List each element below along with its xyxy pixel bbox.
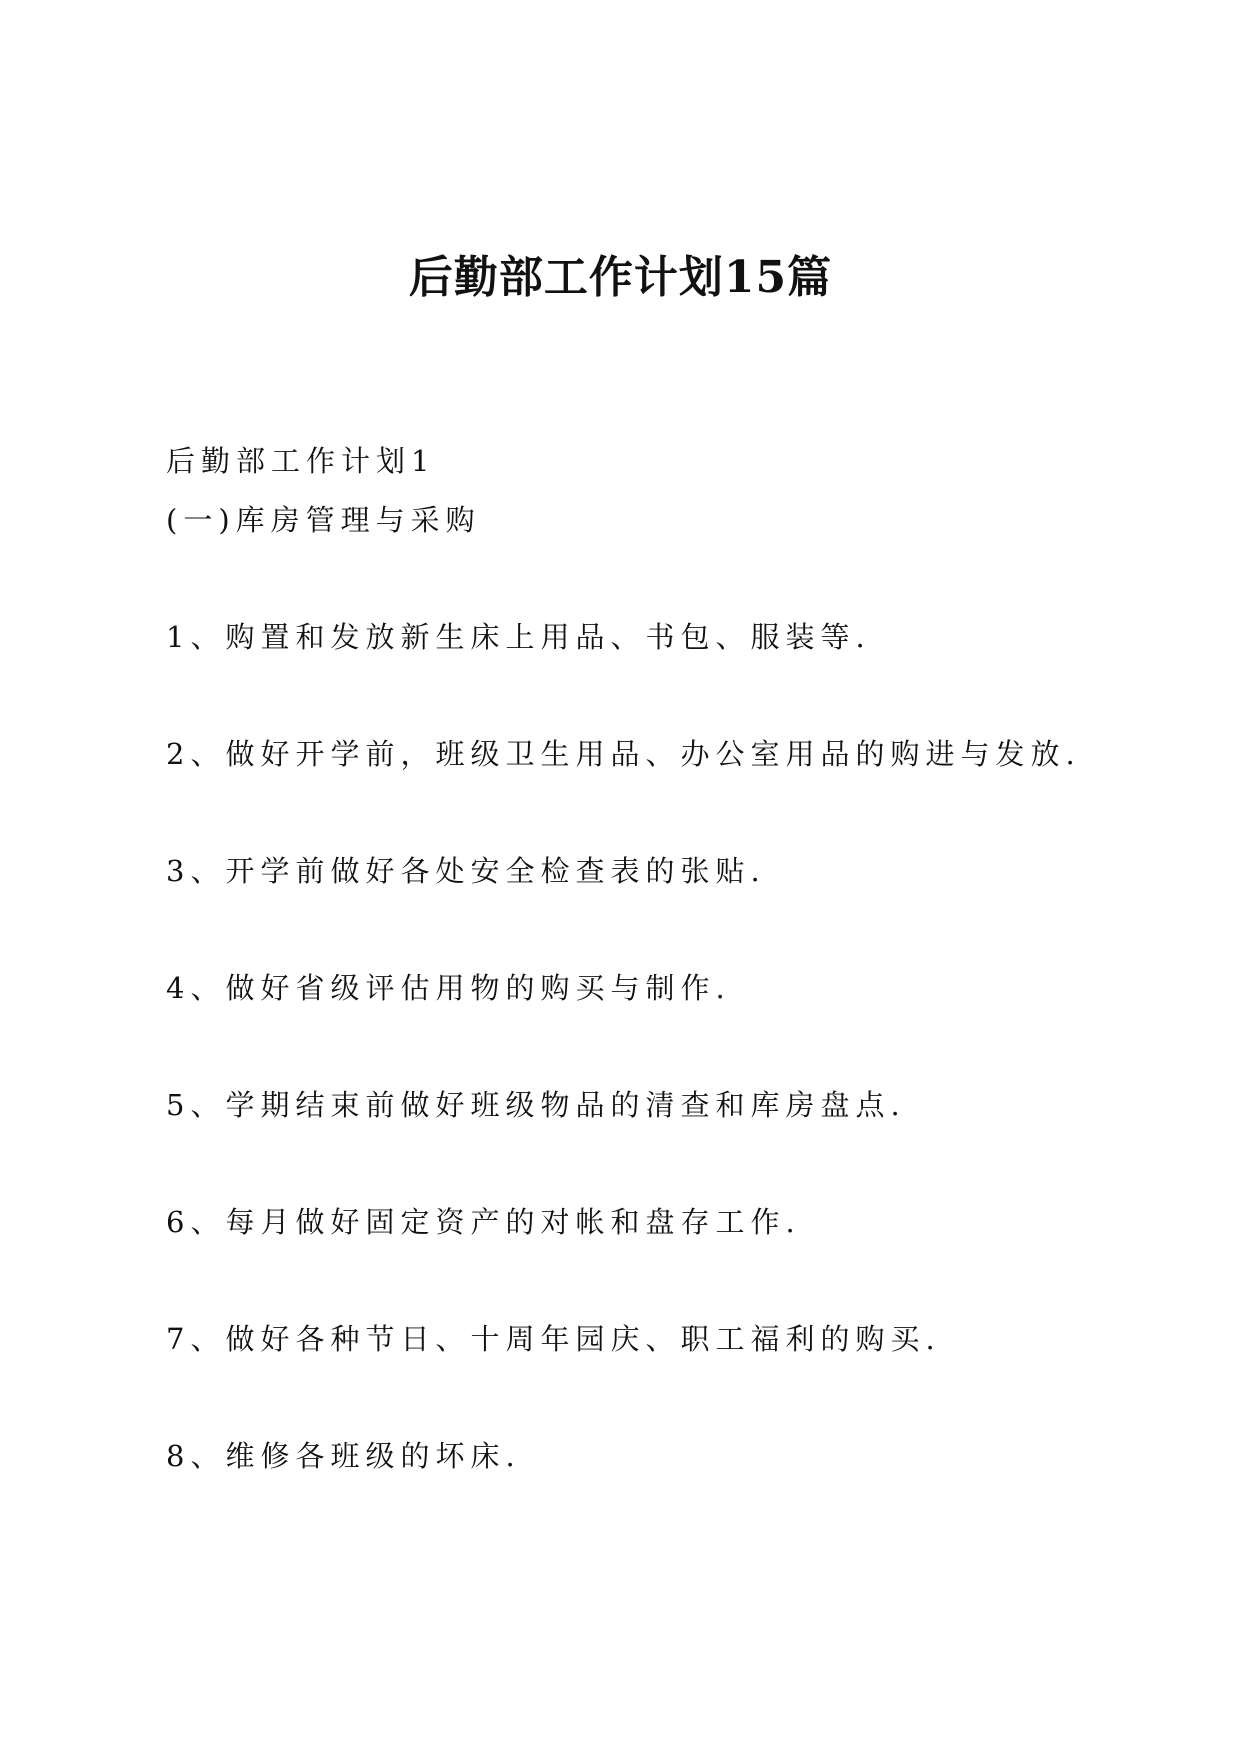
list-item: 1、购置和发放新生床上用品、书包、服装等.	[166, 620, 871, 654]
list-item: 7、做好各种节日、十周年园庆、职工福利的购买.	[166, 1322, 941, 1356]
list-item: 2、做好开学前，班级卫生用品、办公室用品的购进与发放.	[166, 737, 1081, 771]
list-item: 3、开学前做好各处安全检查表的张贴.	[166, 854, 766, 888]
list-item: 5、学期结束前做好班级物品的清查和库房盘点.	[166, 1088, 906, 1122]
document-title: 后勤部工作计划15篇	[408, 252, 833, 303]
list-item: 6、每月做好固定资产的对帐和盘存工作.	[166, 1205, 801, 1239]
section-heading: (一)库房管理与采购	[166, 503, 481, 537]
list-item: 8、维修各班级的坏床.	[166, 1439, 521, 1473]
plan-subtitle: 后勤部工作计划1	[166, 444, 436, 478]
list-item: 4、做好省级评估用物的购买与制作.	[166, 971, 731, 1005]
